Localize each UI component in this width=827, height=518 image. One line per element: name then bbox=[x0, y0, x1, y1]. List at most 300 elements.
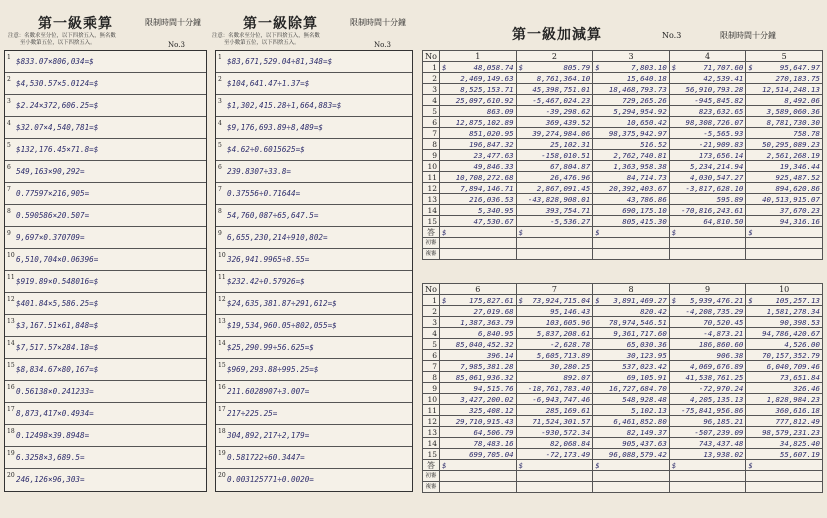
problem-number: 16 bbox=[218, 384, 226, 391]
problem-number: 14 bbox=[218, 340, 226, 347]
check-cell bbox=[593, 471, 670, 482]
mult-problem-row bbox=[5, 95, 206, 117]
value-cell: 94,515.76 bbox=[440, 383, 517, 394]
column-header: 8 bbox=[593, 284, 670, 295]
value-cell: 13,938.02 bbox=[669, 449, 746, 460]
value-cell: 892.07 bbox=[516, 372, 593, 383]
problem-expression: 0.37556÷0.71644= bbox=[227, 189, 301, 198]
table-row bbox=[423, 106, 823, 117]
value-cell: 326.46 bbox=[746, 383, 823, 394]
mult-problem-row bbox=[5, 183, 206, 205]
table-row bbox=[423, 394, 823, 405]
value-cell: -70,816,243.61 bbox=[669, 205, 746, 216]
problem-expression: 0.56138×0.241233= bbox=[16, 387, 94, 396]
mult-title: 第一級乘算 bbox=[38, 16, 113, 32]
column-header: 1 bbox=[440, 51, 517, 62]
value-cell: 1,581,278.34 bbox=[746, 306, 823, 317]
row-number: 1 bbox=[423, 62, 440, 73]
row-number: 11 bbox=[423, 405, 440, 416]
problem-number: 15 bbox=[218, 362, 226, 369]
problem-number: 9 bbox=[218, 230, 222, 237]
value-cell: 3,427,200.02 bbox=[440, 394, 517, 405]
value-cell: 84,714.73 bbox=[593, 172, 670, 183]
value-cell: 78,974,546.51 bbox=[593, 317, 670, 328]
mult-problem-row bbox=[5, 271, 206, 293]
problem-number: 10 bbox=[218, 252, 226, 259]
row-number: 10 bbox=[423, 394, 440, 405]
answer-cell[interactable]: $ bbox=[593, 227, 670, 238]
add-time-limit: 限制時間十分鐘 bbox=[720, 31, 776, 40]
problem-number: 14 bbox=[7, 340, 15, 347]
value-cell: 6,461,852.80 bbox=[593, 416, 670, 427]
check-label: 初審 bbox=[423, 471, 440, 482]
value-cell: -5,536.27 bbox=[516, 216, 593, 227]
problem-number: 8 bbox=[7, 208, 11, 215]
dollar-sign: $ bbox=[748, 62, 753, 72]
row-number: 12 bbox=[423, 183, 440, 194]
value-cell: 173,656.14 bbox=[669, 150, 746, 161]
value-cell: 6,840.95 bbox=[440, 328, 517, 339]
value-cell: 906.38 bbox=[669, 350, 746, 361]
table-row bbox=[423, 172, 823, 183]
problem-expression: 6,510,704×0.06396= bbox=[16, 255, 99, 264]
mult-note-line2: 至小數第五位，以下四捨五入。 bbox=[20, 39, 96, 46]
problem-expression: $8,834.67×80,167=$ bbox=[16, 365, 99, 374]
table-row bbox=[423, 449, 823, 460]
value-cell: 1,828,984.23 bbox=[746, 394, 823, 405]
answer-cell[interactable]: $ bbox=[669, 227, 746, 238]
value-cell: 863.09 bbox=[440, 106, 517, 117]
table-row bbox=[423, 405, 823, 416]
problem-number: 5 bbox=[218, 142, 222, 149]
problem-number: 3 bbox=[7, 98, 11, 105]
problem-expression: 6.3258×3,689.5= bbox=[16, 453, 85, 462]
value-cell: -43,828,908.01 bbox=[516, 194, 593, 205]
row-number: 1 bbox=[423, 295, 440, 306]
value-cell: 43,786.86 bbox=[593, 194, 670, 205]
value-cell: 2,867,091.45 bbox=[516, 183, 593, 194]
value-cell: 3,589,060.36 bbox=[746, 106, 823, 117]
value-cell: 5,605,713.89 bbox=[516, 350, 593, 361]
problem-expression: 0.77597×216,905= bbox=[16, 189, 90, 198]
mult-time-limit: 限制時間十分鐘 bbox=[145, 18, 201, 27]
value-cell: 5,234,214.94 bbox=[669, 161, 746, 172]
value-cell: $ 71,707.60 bbox=[669, 62, 746, 73]
problem-number: 16 bbox=[7, 384, 15, 391]
value-cell: 699,705.04 bbox=[440, 449, 517, 460]
div-problem-row bbox=[216, 293, 412, 315]
problem-number: 15 bbox=[7, 362, 15, 369]
value-cell: 9,361,717.60 bbox=[593, 328, 670, 339]
table-row bbox=[423, 328, 823, 339]
problem-expression: 0.581722÷60.3447= bbox=[227, 453, 305, 462]
div-problem-row bbox=[216, 381, 412, 403]
answer-cell[interactable]: $ bbox=[746, 460, 823, 471]
problem-expression: $7,517.57×284.18=$ bbox=[16, 343, 99, 352]
row-number: 8 bbox=[423, 372, 440, 383]
value-cell: 95,146.43 bbox=[516, 306, 593, 317]
value-cell: 1,363,958.38 bbox=[593, 161, 670, 172]
row-number: 13 bbox=[423, 427, 440, 438]
table-row bbox=[423, 317, 823, 328]
column-header: 3 bbox=[593, 51, 670, 62]
table-row bbox=[423, 62, 823, 73]
value-cell: 12,875,102.89 bbox=[440, 117, 517, 128]
add-title: 第一級加減算 bbox=[512, 27, 602, 43]
problem-expression: $232.42÷0.57926=$ bbox=[227, 277, 305, 286]
mult-problem-row bbox=[5, 359, 206, 381]
check-row bbox=[423, 249, 823, 260]
value-cell: $ 7,803.10 bbox=[593, 62, 670, 73]
value-cell: 548,928.48 bbox=[593, 394, 670, 405]
answer-cell[interactable]: $ bbox=[516, 227, 593, 238]
problem-expression: 211.6028907÷3.007= bbox=[227, 387, 310, 396]
value-cell: -158,010.51 bbox=[516, 150, 593, 161]
row-number: 11 bbox=[423, 172, 440, 183]
value-cell: 56,910,793.28 bbox=[669, 84, 746, 95]
value-cell: 369,439.52 bbox=[516, 117, 593, 128]
value-cell: 73,651.84 bbox=[746, 372, 823, 383]
value-cell: -72,173.49 bbox=[516, 449, 593, 460]
problem-number: 4 bbox=[218, 120, 222, 127]
row-number: 9 bbox=[423, 383, 440, 394]
value-cell: 360,616.18 bbox=[746, 405, 823, 416]
value-cell: 805,415.30 bbox=[593, 216, 670, 227]
problem-number: 13 bbox=[7, 318, 15, 325]
value-cell: 8,781,730.30 bbox=[746, 117, 823, 128]
value-cell: 729,265.26 bbox=[593, 95, 670, 106]
table-row bbox=[423, 150, 823, 161]
row-number: 2 bbox=[423, 306, 440, 317]
dollar-sign: $ bbox=[748, 295, 753, 305]
table-row bbox=[423, 183, 823, 194]
table-row bbox=[423, 383, 823, 394]
row-number: 7 bbox=[423, 128, 440, 139]
problem-expression: 0.12498×39.8948= bbox=[16, 431, 90, 440]
problem-number: 17 bbox=[7, 406, 15, 413]
div-problem-row bbox=[216, 139, 412, 161]
table-row bbox=[423, 84, 823, 95]
check-label: 複審 bbox=[423, 249, 440, 260]
problem-expression: $919.89×0.548016=$ bbox=[16, 277, 99, 286]
problem-number: 18 bbox=[218, 428, 226, 435]
value-cell: 10,708,272.68 bbox=[440, 172, 517, 183]
check-cell bbox=[440, 482, 517, 493]
answer-row bbox=[423, 460, 823, 471]
problem-expression: $969,293.88÷995.25=$ bbox=[227, 365, 319, 374]
problem-expression: 0.590586×20.507= bbox=[16, 211, 90, 220]
value-cell: 1,387,363.79 bbox=[440, 317, 517, 328]
value-cell: 10,650.42 bbox=[593, 117, 670, 128]
mult-problem-row bbox=[5, 293, 206, 315]
row-number: 7 bbox=[423, 361, 440, 372]
problem-number: 20 bbox=[218, 472, 226, 479]
value-cell: 690,175.10 bbox=[593, 205, 670, 216]
problem-expression: 549,163×90,292= bbox=[16, 167, 85, 176]
check-cell bbox=[669, 238, 746, 249]
value-cell: 19,346.44 bbox=[746, 161, 823, 172]
value-cell: 743,437.48 bbox=[669, 438, 746, 449]
answer-cell[interactable]: $ bbox=[440, 227, 517, 238]
value-cell: 30,280.25 bbox=[516, 361, 593, 372]
value-cell: 94,316.16 bbox=[746, 216, 823, 227]
value-cell: 186,860.60 bbox=[669, 339, 746, 350]
problem-number: 12 bbox=[7, 296, 15, 303]
table-row bbox=[423, 194, 823, 205]
row-number: 9 bbox=[423, 150, 440, 161]
row-number: 2 bbox=[423, 73, 440, 84]
problem-expression: 246,126×96,303= bbox=[16, 475, 85, 484]
problem-number: 6 bbox=[218, 164, 222, 171]
value-cell: -75,841,956.86 bbox=[669, 405, 746, 416]
value-cell: 47,530.67 bbox=[440, 216, 517, 227]
row-number: 3 bbox=[423, 317, 440, 328]
value-cell: $ 48,058.74 bbox=[440, 62, 517, 73]
problem-expression: $1,302,415.28÷1,664,883=$ bbox=[227, 101, 342, 110]
problem-number: 11 bbox=[218, 274, 226, 281]
problem-number: 2 bbox=[218, 76, 222, 83]
value-cell: -5,565.93 bbox=[669, 128, 746, 139]
table-row bbox=[423, 416, 823, 427]
column-header: 6 bbox=[440, 284, 517, 295]
problem-expression: $4,530.57×5.0124=$ bbox=[16, 79, 99, 88]
row-number: 15 bbox=[423, 449, 440, 460]
value-cell: 25,097,610.92 bbox=[440, 95, 517, 106]
value-cell: 34,825.40 bbox=[746, 438, 823, 449]
no-header: No bbox=[423, 284, 440, 295]
value-cell: 98,579,231.23 bbox=[746, 427, 823, 438]
mult-problem-row bbox=[5, 315, 206, 337]
table-row bbox=[423, 295, 823, 306]
value-cell: 2,469,149.63 bbox=[440, 73, 517, 84]
value-cell: 41,538,761.25 bbox=[669, 372, 746, 383]
value-cell: 30,123.95 bbox=[593, 350, 670, 361]
answer-label: 答 bbox=[423, 227, 440, 238]
table-row bbox=[423, 372, 823, 383]
answer-cell[interactable]: $ bbox=[440, 460, 517, 471]
value-cell: 78,483.16 bbox=[440, 438, 517, 449]
value-cell: 4,205,135.13 bbox=[669, 394, 746, 405]
value-cell: -6,943,747.46 bbox=[516, 394, 593, 405]
value-cell: 8,492.06 bbox=[746, 95, 823, 106]
row-number: 3 bbox=[423, 84, 440, 95]
value-cell: -4,208,735.29 bbox=[669, 306, 746, 317]
mult-problem-row bbox=[5, 381, 206, 403]
mult-note-line1: 注意：名數求至分位，以下四捨五入，無名數 bbox=[8, 33, 116, 39]
value-cell: 396.14 bbox=[440, 350, 517, 361]
value-cell: 7,894,146.71 bbox=[440, 183, 517, 194]
row-number: 5 bbox=[423, 339, 440, 350]
value-cell: 85,040,452.32 bbox=[440, 339, 517, 350]
column-header: 10 bbox=[746, 284, 823, 295]
div-problem-row bbox=[216, 183, 412, 205]
value-cell: -945,845.82 bbox=[669, 95, 746, 106]
div-problem-row bbox=[216, 205, 412, 227]
div-note-line2: 至小數第五位，以下四捨五入。 bbox=[224, 39, 300, 46]
value-cell: 69,105.91 bbox=[593, 372, 670, 383]
value-cell: 96,088,579.42 bbox=[593, 449, 670, 460]
row-number: 5 bbox=[423, 106, 440, 117]
problem-expression: $32.07×4,540,781=$ bbox=[16, 123, 99, 132]
row-number: 6 bbox=[423, 350, 440, 361]
add-table-top bbox=[422, 50, 823, 260]
problem-number: 8 bbox=[218, 208, 222, 215]
problem-number: 12 bbox=[218, 296, 226, 303]
div-problem-row bbox=[216, 51, 412, 73]
value-cell: 2,561,268.19 bbox=[746, 150, 823, 161]
value-cell: $ 105,257.13 bbox=[746, 295, 823, 306]
value-cell: 12,514,248.13 bbox=[746, 84, 823, 95]
check-cell bbox=[746, 238, 823, 249]
div-problem-row bbox=[216, 271, 412, 293]
answer-cell[interactable]: $ bbox=[516, 460, 593, 471]
answer-cell[interactable]: $ bbox=[593, 460, 670, 471]
problem-expression: $24,635,381.87÷291,612=$ bbox=[227, 299, 337, 308]
problem-number: 10 bbox=[7, 252, 15, 259]
problem-expression: $3,167.51×61,848=$ bbox=[16, 321, 99, 330]
div-note bbox=[212, 33, 320, 46]
value-cell: 42,539.41 bbox=[669, 73, 746, 84]
value-cell: 55,607.19 bbox=[746, 449, 823, 460]
table-row bbox=[423, 205, 823, 216]
table-row bbox=[423, 339, 823, 350]
div-problem-row bbox=[216, 469, 412, 490]
div-problem-row bbox=[216, 425, 412, 447]
row-number: 14 bbox=[423, 205, 440, 216]
problem-expression: $132,176.45×71.8=$ bbox=[16, 145, 99, 154]
value-cell: 49,846.33 bbox=[440, 161, 517, 172]
value-cell: -3,817,628.10 bbox=[669, 183, 746, 194]
problem-expression: 0.003125771÷0.0020= bbox=[227, 475, 314, 484]
answer-cell[interactable]: $ bbox=[669, 460, 746, 471]
div-problem-row bbox=[216, 161, 412, 183]
value-cell: -72,970.24 bbox=[669, 383, 746, 394]
value-cell: 5,837,208.61 bbox=[516, 328, 593, 339]
value-cell: 758.78 bbox=[746, 128, 823, 139]
value-cell: 325,408.12 bbox=[440, 405, 517, 416]
dollar-sign: $ bbox=[442, 62, 447, 72]
div-problem-row bbox=[216, 337, 412, 359]
mult-problem-row bbox=[5, 425, 206, 447]
value-cell: -2,628.78 bbox=[516, 339, 593, 350]
div-problem-row bbox=[216, 73, 412, 95]
row-number: 8 bbox=[423, 139, 440, 150]
div-problem-row bbox=[216, 249, 412, 271]
div-problem-row bbox=[216, 227, 412, 249]
problem-number: 18 bbox=[7, 428, 15, 435]
value-cell: -18,761,783.40 bbox=[516, 383, 593, 394]
mult-problem-row bbox=[5, 117, 206, 139]
value-cell: 98,308,726.07 bbox=[669, 117, 746, 128]
value-cell: 925,487.52 bbox=[746, 172, 823, 183]
mult-problem-row bbox=[5, 249, 206, 271]
problem-expression: $833.07×806,034=$ bbox=[16, 57, 94, 66]
problem-number: 9 bbox=[7, 230, 11, 237]
value-cell: 26,476.96 bbox=[516, 172, 593, 183]
mult-problem-row bbox=[5, 403, 206, 425]
problem-expression: $19,534,960.05÷802,055=$ bbox=[227, 321, 337, 330]
div-time-limit: 限制時間十分鐘 bbox=[350, 18, 406, 27]
value-cell: -507,239.09 bbox=[669, 427, 746, 438]
value-cell: 5,102.13 bbox=[593, 405, 670, 416]
value-cell: -39,298.62 bbox=[516, 106, 593, 117]
value-cell: 5,340.95 bbox=[440, 205, 517, 216]
row-number: 15 bbox=[423, 216, 440, 227]
value-cell: $ 95,647.97 bbox=[746, 62, 823, 73]
value-cell: 96,185.21 bbox=[669, 416, 746, 427]
check-row bbox=[423, 471, 823, 482]
table-row bbox=[423, 95, 823, 106]
value-cell: 823,632.65 bbox=[669, 106, 746, 117]
table-row bbox=[423, 216, 823, 227]
value-cell: 8,525,153.71 bbox=[440, 84, 517, 95]
value-cell: 216,036.53 bbox=[440, 194, 517, 205]
check-cell bbox=[516, 249, 593, 260]
problem-number: 20 bbox=[7, 472, 15, 479]
value-cell: 18,468,793.73 bbox=[593, 84, 670, 95]
check-cell bbox=[669, 249, 746, 260]
value-cell: $ 5,939,476.21 bbox=[669, 295, 746, 306]
value-cell: 7,985,381.28 bbox=[440, 361, 517, 372]
problem-number: 4 bbox=[7, 120, 11, 127]
row-number: 14 bbox=[423, 438, 440, 449]
column-header: 9 bbox=[669, 284, 746, 295]
table-row bbox=[423, 117, 823, 128]
value-cell: 82,149.37 bbox=[593, 427, 670, 438]
value-cell: 8,761,364.10 bbox=[516, 73, 593, 84]
problem-number: 11 bbox=[7, 274, 15, 281]
value-cell: 270,183.75 bbox=[746, 73, 823, 84]
value-cell: 15,640.18 bbox=[593, 73, 670, 84]
problem-expression: 8,873,417×0.4934= bbox=[16, 409, 94, 418]
value-cell: 537,023.42 bbox=[593, 361, 670, 372]
problem-number: 7 bbox=[7, 186, 11, 193]
no-header: No bbox=[423, 51, 440, 62]
value-cell: 851,020.95 bbox=[440, 128, 517, 139]
mult-problem-row bbox=[5, 337, 206, 359]
value-cell: 894,620.86 bbox=[746, 183, 823, 194]
value-cell: 37,670.23 bbox=[746, 205, 823, 216]
mult-problem-row bbox=[5, 205, 206, 227]
dollar-sign: $ bbox=[595, 62, 600, 72]
check-cell bbox=[746, 249, 823, 260]
problem-expression: $2.24×372,606.25=$ bbox=[16, 101, 99, 110]
row-number: 4 bbox=[423, 95, 440, 106]
check-label: 複審 bbox=[423, 482, 440, 493]
div-problem-row bbox=[216, 315, 412, 337]
add-table-bottom bbox=[422, 283, 823, 493]
mult-problem-row bbox=[5, 51, 206, 73]
dollar-sign: $ bbox=[671, 62, 677, 72]
row-number: 6 bbox=[423, 117, 440, 128]
problem-expression: 54,760,087÷65,647.5= bbox=[227, 211, 319, 220]
answer-label: 答 bbox=[423, 460, 440, 471]
problem-expression: $9,176,693.89÷8,489=$ bbox=[227, 123, 324, 132]
problem-number: 5 bbox=[7, 142, 11, 149]
check-cell bbox=[669, 482, 746, 493]
value-cell: 25,102.31 bbox=[516, 139, 593, 150]
table-row bbox=[423, 161, 823, 172]
problem-number: 1 bbox=[7, 54, 11, 61]
problem-number: 19 bbox=[7, 450, 15, 457]
value-cell: 64,810.50 bbox=[669, 216, 746, 227]
answer-cell[interactable]: $ bbox=[746, 227, 823, 238]
table-row bbox=[423, 139, 823, 150]
value-cell: 20,392,403.67 bbox=[593, 183, 670, 194]
row-number: 12 bbox=[423, 416, 440, 427]
column-header: 4 bbox=[669, 51, 746, 62]
check-cell bbox=[593, 249, 670, 260]
